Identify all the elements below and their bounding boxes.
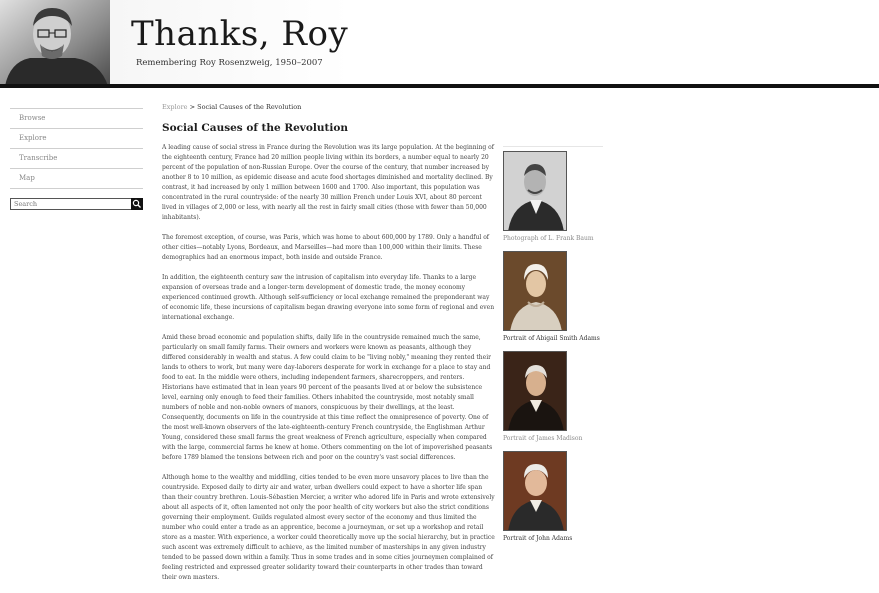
- article-paragraph: Amid these broad economic and population shifts, daily life in the countryside remained much the same, particularly on small family farms. Their owners and workers were known as peasants, although they differed considerably in wealth and status. A few could claim to be "living nobly," meaning they rented their lands to others to work, but many were day-laborers desperate for work in exchange for a place to stay and food to eat. In the middle were others, including independent farmers, sharecroppers, and renters. Historians have estimated that in lean years 90 percent of the peasants lived at or below the subsistence level, earning only enough to feed their families. Others inhabited the countryside, most notably small numbers of noble and non-noble owners of manors, conspicuous by their dwellings, at the least. Consequently, documents on life in the countryside at this time reflect the omnipresence of poverty. One of the most well-known observers of the late-eighteenth-century French countryside, the Englishman Arthur Young, considered these small farms the great weakness of French agriculture, especially when compared with the large, commercial farms he knew at home. Others commenting on the lot of impoverished peasants before 1789 blamed the tensions between rich and poor on the country's vast social differences.: [162, 334, 493, 461]
- nav-item-explore[interactable]: Explore: [10, 128, 143, 148]
- breadcrumb: [162, 103, 301, 111]
- header-portrait-image: [0, 0, 110, 86]
- search-icon: [131, 198, 143, 210]
- search-input[interactable]: [10, 198, 135, 210]
- article-paragraph: Although home to the wealthy and middling, cities tended to be even more unsavory places to live than the countryside. Exposed daily to dirty air and water, urban dwellers could expect to have a shorter life span than their country brethren. Louis-Sébastien Mercier, a writer who adored life in Paris and wrote extensively about all aspects of it, often lamented not only the poor health of city workers but also the strict conditions governing their employment. Guilds regulated almost every sector of the economy and thus limited the number who could enter a trade as an apprentice, become a journeyman, or set up a workshop and retail store as a master. With experience, a worker could theoretically move up the social hierarchy, but in practice such ascent was extremely difficult to achieve, as the limited number of masterships in any given industry tended to be passed down within a family. Thus in some trades and in some cities journeymen complained of feeling restricted and expressed greater solidarity toward their counterparts in other trades than toward their own masters.: [162, 474, 495, 581]
- breadcrumb-explore-link[interactable]: Explore: [162, 103, 188, 111]
- gallery-item-baum[interactable]: [503, 151, 623, 242]
- gallery-caption[interactable]: Photograph of L. Frank Baum: [503, 235, 594, 242]
- nav-item-browse[interactable]: Browse: [10, 108, 143, 128]
- nav-item-transcribe[interactable]: Transcribe: [10, 148, 143, 168]
- article-paragraph: The foremost exception, of course, was Paris, which was home to about 600,000 by 1789. Only a handful of other cities—notably Lyons, Bordeaux, and Marseilles—had more than 100,000 within their limits. These demographics had an enormous impact, both inside and outside France.: [162, 234, 490, 261]
- portrait-madison-image[interactable]: [503, 351, 567, 431]
- site-header: [0, 0, 879, 88]
- article-paragraph: A leading cause of social stress in France during the Revolution was its large population. At the beginning of the eighteenth century, France had 20 million people living within its borders, a number equal to nearly 20 percent of the population of non-Russian Europe. Over the course of the century, that number increased by another 8 to 10 million, as epidemic disease and acute food shortages diminished and mortality declined. By contrast, it had increased by only 1 million between 1600 and 1700. Also important, this population was concentrated in the rural countryside: of the nearly 30 million French under Louis XVI, about 80 percent lived in villages of 2,000 or less, with nearly all the rest in fairly small cities (those with fewer than 50,000 inhabitants).: [162, 144, 494, 221]
- breadcrumb-separator: >: [187, 103, 198, 111]
- portrait-john-adams-image[interactable]: [503, 451, 567, 531]
- search-form: [10, 198, 143, 210]
- search-button[interactable]: [131, 198, 143, 210]
- sidebar-nav: [10, 108, 143, 189]
- gallery-caption[interactable]: Portrait of John Adams: [503, 535, 573, 542]
- nav-item-map[interactable]: Map: [10, 168, 143, 189]
- portrait-abigail-adams-image[interactable]: [503, 251, 567, 331]
- page-title: Social Causes of the Revolution: [162, 122, 348, 134]
- gallery-divider: [503, 146, 603, 147]
- gallery-caption[interactable]: Portrait of Abigail Smith Adams: [503, 335, 600, 342]
- header-portrait-photo: [0, 0, 110, 86]
- article-body: [162, 143, 495, 593]
- gallery-item-abigail-adams[interactable]: [503, 251, 623, 342]
- header-divider: [0, 84, 879, 88]
- portrait-baum-image[interactable]: [503, 151, 567, 231]
- gallery-item-madison[interactable]: [503, 351, 623, 442]
- gallery-caption[interactable]: Portrait of James Madison: [503, 435, 583, 442]
- gallery-item-john-adams[interactable]: [503, 451, 623, 542]
- article-paragraph: In addition, the eighteenth century saw the intrusion of capitalism into everyday life. Thanks to a large expansion of overseas trade and a longer-term development of domestic trade, the money economy experienced continued growth. Although self-sufficiency or local exchange remained the preponderant way of economic life, these incursions of capitalism began drawing everyone into some form of regional and even international exchange.: [162, 274, 495, 321]
- site-title[interactable]: Thanks, Roy: [131, 14, 349, 54]
- site-subtitle: Remembering Roy Rosenzweig, 1950–2007: [136, 58, 323, 68]
- breadcrumb-current: Social Causes of the Revolution: [197, 103, 302, 111]
